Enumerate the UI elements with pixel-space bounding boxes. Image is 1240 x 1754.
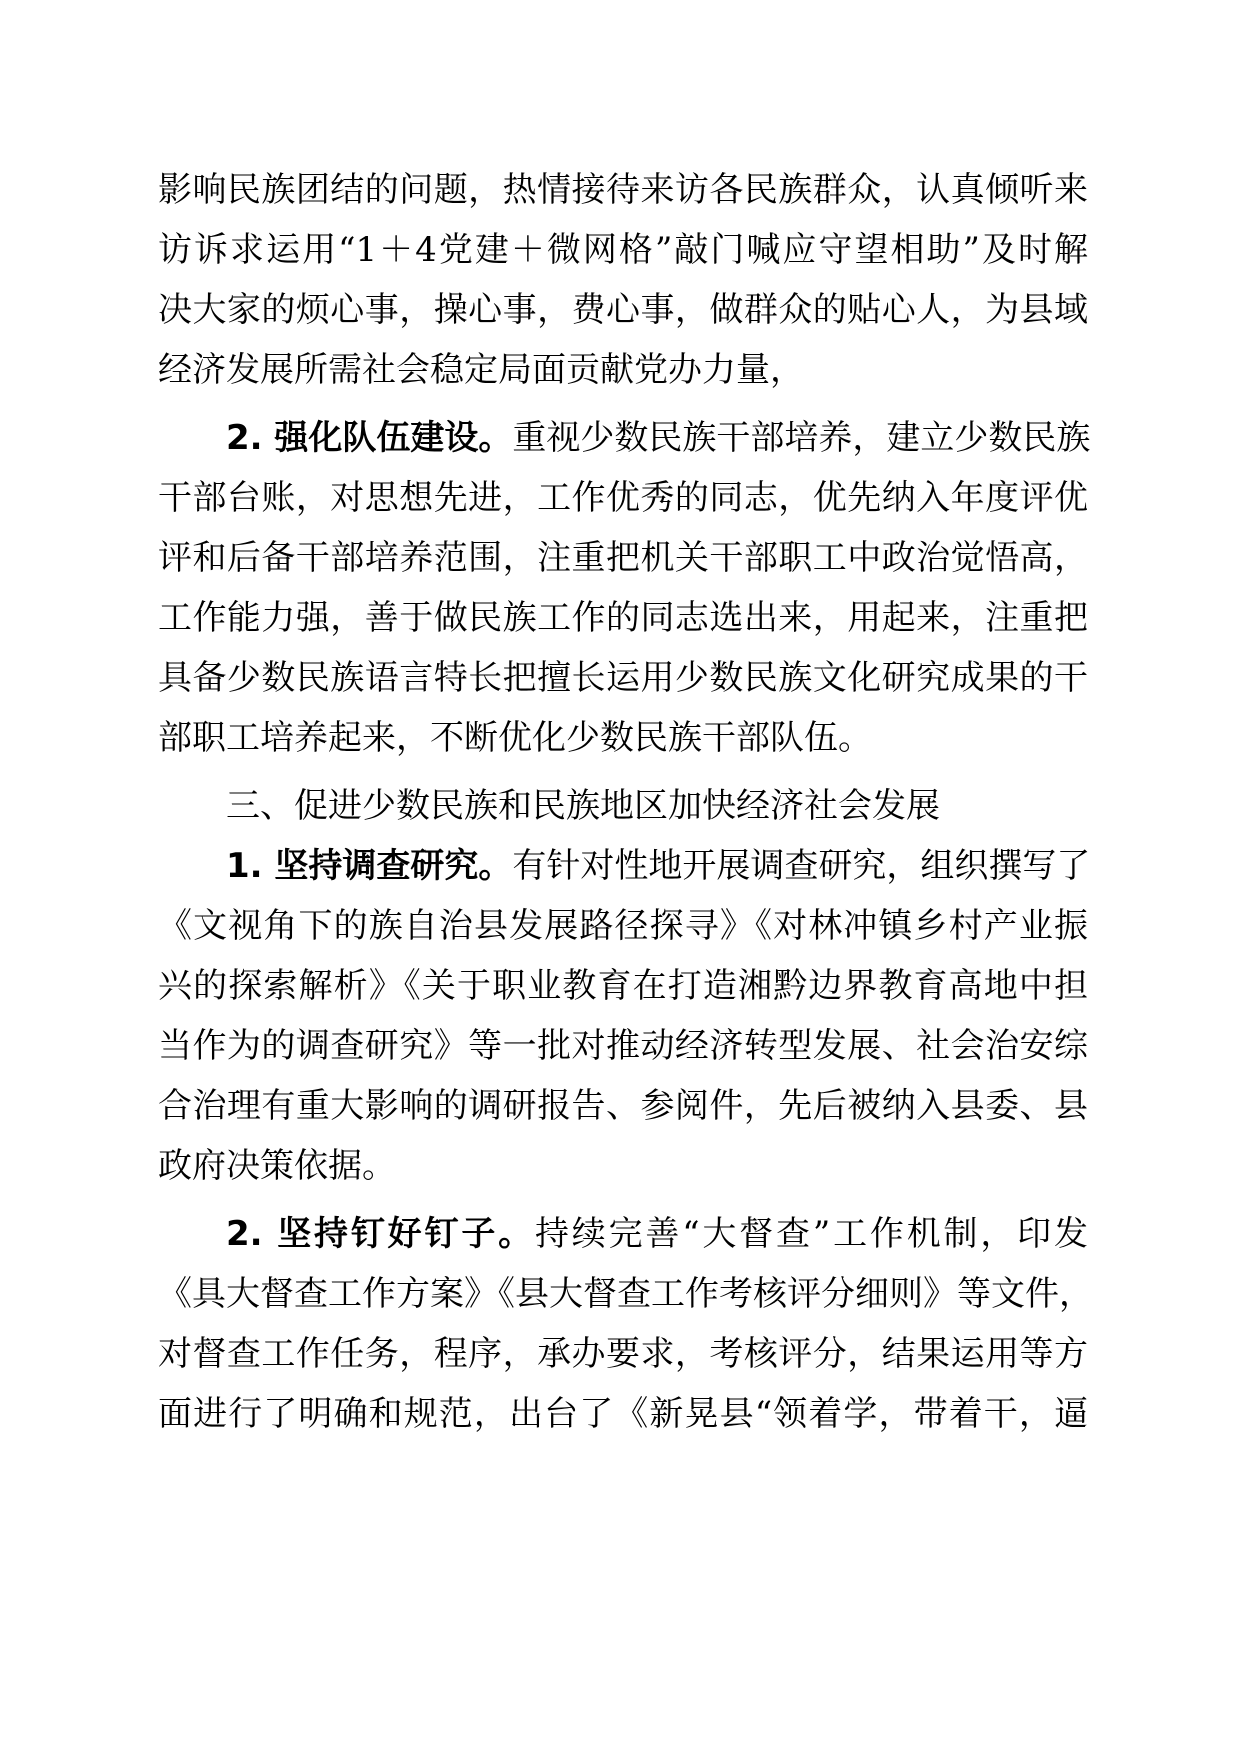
paragraph-first-line xyxy=(158,408,1091,468)
text-line: 部职工培养起来，不断优化少数民族干部队伍。 xyxy=(158,718,872,758)
paragraph-lead-heading: 2. 强化队伍建设。 xyxy=(226,418,513,458)
paragraph-first-line xyxy=(158,836,1091,896)
text-line: 干部台账，对思想先进，工作优秀的同志，优先纳入年度评优 xyxy=(158,478,1088,518)
text-line: 兴的探索解析》《关于职业教育在打造湘黔边界教育高地中担 xyxy=(158,966,1088,1006)
text-line: 当作为的调查研究》等一批对推动经济转型发展、社会治安综 xyxy=(158,1026,1088,1066)
text-line: 《具大督查工作方案》《县大督查工作考核评分细则》等文件， xyxy=(158,1274,1093,1314)
paragraph-lead-heading: 2. 坚持钉好钉子。 xyxy=(226,1214,535,1254)
paragraph-text: 有针对性地开展调查研究，组织撰写了 xyxy=(512,846,1091,886)
text-line: 经济发展所需社会稳定局面贡献党办力量， xyxy=(158,350,804,390)
paragraph-continuation xyxy=(158,160,1088,400)
text-line: 具备少数民族语言特长把擅长运用少数民族文化研究成果的干 xyxy=(158,658,1088,698)
document-body xyxy=(158,160,1093,1444)
text-line: 面进行了明确和规范，出台了《新晃县“领着学，带着干，逼 xyxy=(158,1394,1088,1434)
text-line: 评和后备干部培养范围，注重把机关干部职工中政治觉悟高， xyxy=(158,538,1088,578)
text-line: 政府决策依据。 xyxy=(158,1146,396,1186)
text-line: 访诉求运用“1＋4党建＋微网格”敲门喊应守望相助”及时解 xyxy=(158,230,1088,270)
text-line: 工作能力强，善于做民族工作的同志选出来，用起来，注重把 xyxy=(158,598,1088,638)
text-line: 影响民族团结的问题，热情接待来访各民族群众，认真倾听来 xyxy=(158,170,1088,210)
paragraph-text: 持续完善“大督查”工作机制，印发 xyxy=(534,1214,1088,1254)
text-line: 合治理有重大影响的调研报告、参阅件，先后被纳入县委、县 xyxy=(158,1086,1088,1126)
paragraph-research xyxy=(158,836,1091,1196)
paragraph-lead-heading: 1. 坚持调查研究。 xyxy=(226,846,513,886)
text-line: 《文视角下的族自治县发展路径探寻》《对林冲镇乡村产业振 xyxy=(158,906,1088,946)
section-heading: 三、促进少数民族和民族地区加快经济社会发展 xyxy=(226,786,940,826)
text-line: 决大家的烦心事，操心事，费心事，做群众的贴心人，为县域 xyxy=(158,290,1088,330)
paragraph-text: 重视少数民族干部培养，建立少数民族 xyxy=(512,418,1091,458)
paragraph-first-line xyxy=(158,1204,1088,1264)
paragraph-supervision xyxy=(158,1204,1093,1444)
paragraph-team-building xyxy=(158,408,1091,768)
text-line: 对督查工作任务，程序，承办要求，考核评分，结果运用等方 xyxy=(158,1334,1088,1374)
